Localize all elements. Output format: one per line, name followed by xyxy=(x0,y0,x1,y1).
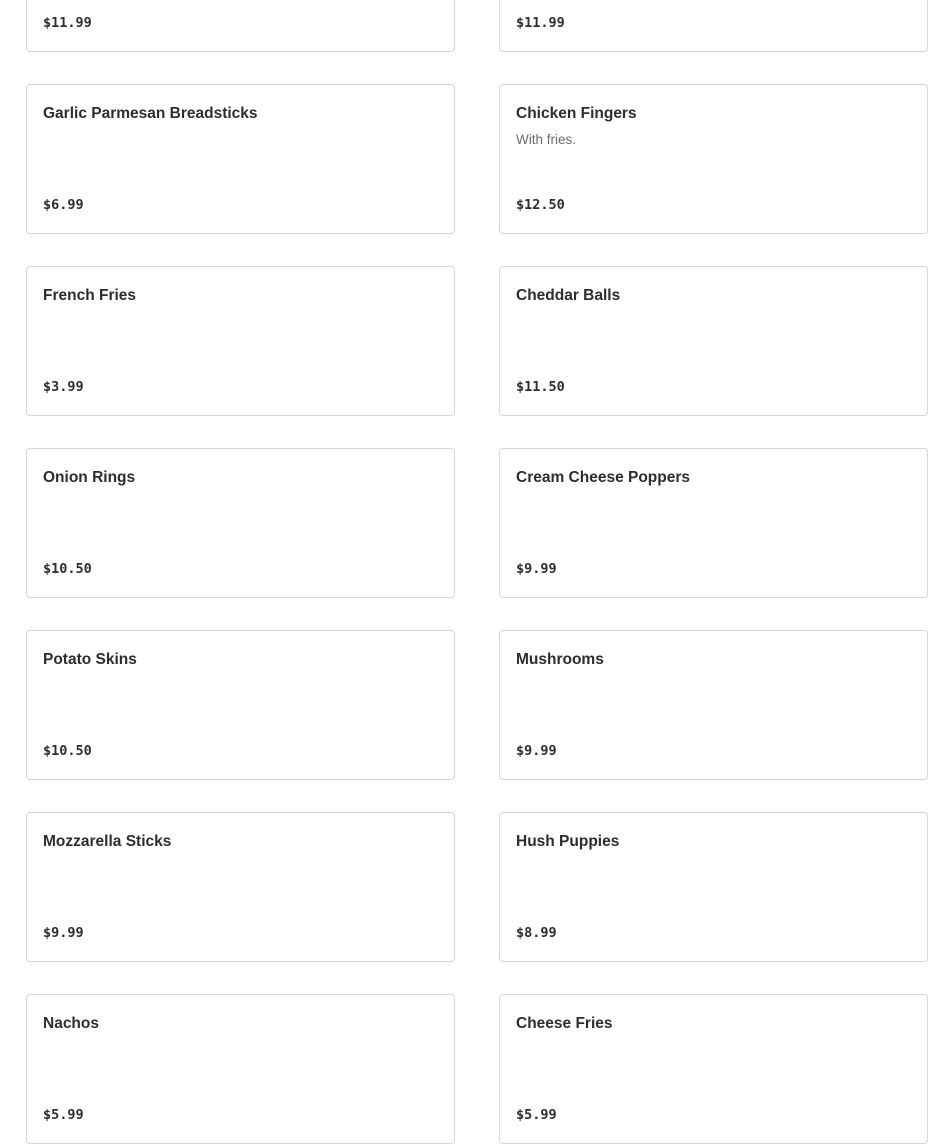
menu-item-name: Mozzarella Sticks xyxy=(43,833,172,850)
menu-item-card[interactable] xyxy=(499,448,928,598)
menu-item-name: Cheddar Balls xyxy=(516,287,621,304)
menu-item-card[interactable] xyxy=(26,630,455,780)
menu-item-price: $8.99 xyxy=(516,925,557,941)
menu-item-price: $11.50 xyxy=(516,379,565,395)
menu-item-price: $3.99 xyxy=(43,379,84,395)
menu-item-card[interactable] xyxy=(499,0,928,52)
menu-item-name: Hush Puppies xyxy=(516,833,620,850)
menu-item-price: $11.99 xyxy=(516,15,565,31)
menu-item-price: $10.50 xyxy=(43,561,92,577)
menu-item-card[interactable] xyxy=(26,84,455,234)
menu-item-card[interactable] xyxy=(499,266,928,416)
menu-item-price: $9.99 xyxy=(516,561,557,577)
menu-item-name: Onion Rings xyxy=(43,469,136,486)
menu-item-price: $5.99 xyxy=(43,1107,84,1123)
menu-item-name: Nachos xyxy=(43,1015,99,1032)
menu-item-card[interactable] xyxy=(26,812,455,962)
menu-item-card[interactable] xyxy=(499,812,928,962)
menu-item-name: Garlic Parmesan Breadsticks xyxy=(43,105,258,122)
menu-item-description: With fries. xyxy=(516,132,577,147)
menu-item-name: French Fries xyxy=(43,287,137,304)
menu-item-name: Potato Skins xyxy=(43,651,137,668)
menu-item-card[interactable] xyxy=(499,630,928,780)
menu-items-grid xyxy=(26,0,928,1144)
menu-item-card[interactable] xyxy=(26,266,455,416)
menu-item-price: $10.50 xyxy=(43,743,92,759)
menu-item-price: $5.99 xyxy=(516,1107,557,1123)
menu-item-card[interactable] xyxy=(499,84,928,234)
menu-item-card[interactable] xyxy=(26,448,455,598)
menu-item-price: $12.50 xyxy=(516,197,565,213)
menu-item-price: $6.99 xyxy=(43,197,84,213)
menu-item-name: Mushrooms xyxy=(516,651,604,668)
menu-item-price: $11.99 xyxy=(43,15,92,31)
menu-item-price: $9.99 xyxy=(516,743,557,759)
menu-item-name: Chicken Fingers xyxy=(516,105,637,122)
menu-item-price: $9.99 xyxy=(43,925,84,941)
menu-item-name: Cheese Fries xyxy=(516,1015,613,1032)
menu-item-name: Cream Cheese Poppers xyxy=(516,469,691,486)
menu-item-card[interactable] xyxy=(26,0,455,52)
